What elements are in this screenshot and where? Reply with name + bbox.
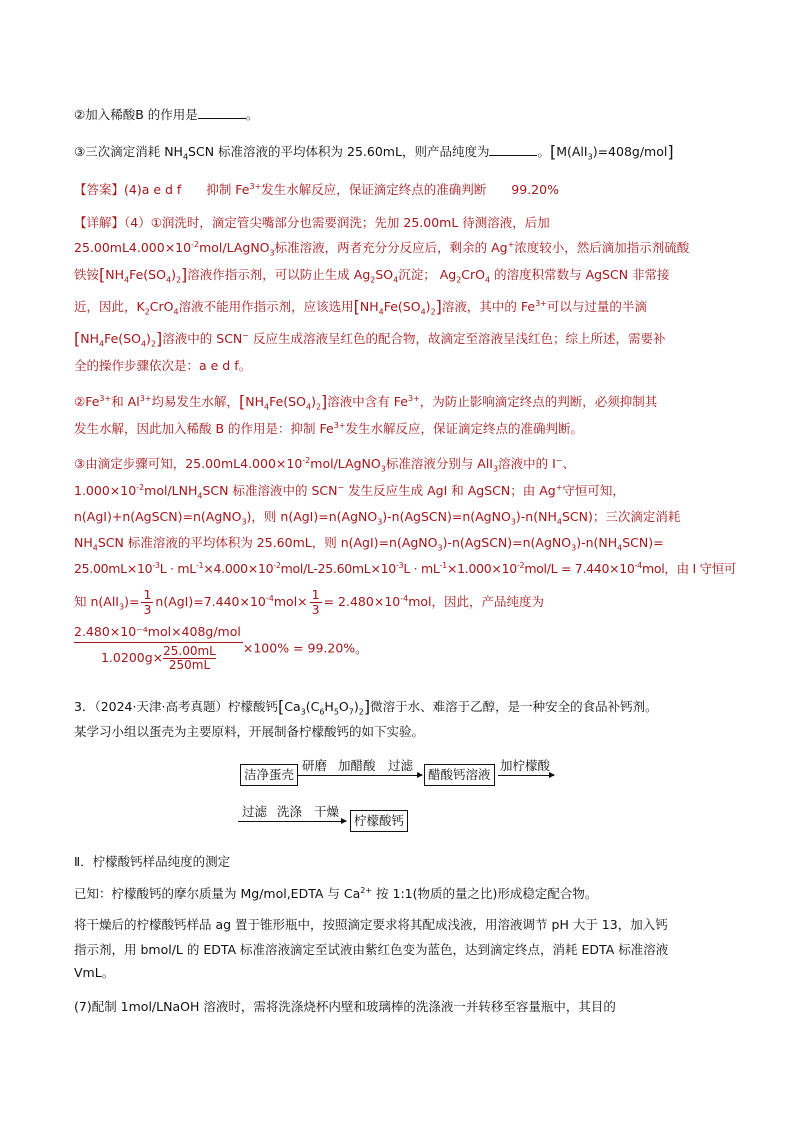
answer-label: 【答案】	[74, 182, 125, 197]
known-line: 已知：柠檬酸钙的摩尔质量为 Mg/mol,EDTA 与 $Ca^{2+}$ 按 1:1(物质的量之比)形成稳定配合物。	[74, 885, 598, 901]
question-3: ③三次滴定消耗 $NH_4SCN$ 标准溶液的平均体积为 25.60mL，则产品纯度为 。[M(AlI$_3$)=408g/mol]	[74, 142, 674, 162]
question-7: (7)配制 1mol/LNaOH 溶液时，需将洗涤烧杯内壁和玻璃棒的洗涤液一并转移至容量瓶中，其目的	[74, 999, 616, 1014]
answer-line: 【答案】(4)a e d f 抑制 $Fe^{3+}$发生水解反应，保证滴定终点的准确判断 99.20%	[74, 181, 559, 197]
question-2: ②加入稀酸B 的作用是 。	[74, 107, 259, 122]
document-page: ②加入稀酸B 的作用是 。 ③三次滴定消耗 $NH_4SCN$ 标准溶液的平均体积为 25.60mL，则产品纯度为 。[M(AlI$_3$)=408g/mol] 【答案】(4)a e d f 抑制 $Fe^{3+}$发生水解反应，保证滴定终点的准确判断 99.20% 【详解】（4）①润洗时，滴定管尖嘴部分也需要润洗；先加 25.00mL 待测溶液，后加 $25.00mL4.000\times 10^{-2}mol/LAgNO_3$标准溶液，两者充分分反应后，剩余的 Ag+浓度较小，然后滴加指示剂硫酸 铁铵$[NH_4Fe(SO_4)_2]$溶液作指示剂，可以防止生成 $Ag_2SO_4$沉淀； $Ag_2CrO_4$ 的溶度积常数与 AgSCN 非常接 近，因此，$K_2CrO_4$溶液不能用作指示剂，应该选用$[NH_4Fe(SO_4)_2]$溶液，其中的 $Fe^{3+}$可以与过量的半滴 $[NH_4Fe(SO_4)_2]$溶液中的 SCN− 反应生成溶液呈红色的配合物，故滴定至溶液呈浅红色；综上所述，需要补 全的操作步骤依次是：a e d f。 $②Fe^{3+}$和 $Al^{3+}$均易发生水解，$[NH_4Fe(SO_4)_2]$溶液中含有 $Fe^{3+}$，为防止影响滴定终点的判断，必须抑制其 发生水解，因此加入稀酸 B 的作用是：抑制 $Fe^{3+}$发生水解反应，保证滴定终点的准确判断。 ③由滴定步骤可知，$25.00mL4.000\times 10^{-2}mol/LAgNO_3$标准溶液分别与 AlI$_3$溶液中的 I−、 $1.000\times 10^{-2}mol/LNH_4SCN$ 标准溶液中的 SCN− 发生反应生成 AgI 和 AgSCN；由 Ag+守恒可知， n(AgI)+n(AgSCN)=n(AgNO$_3$)，则 $n(AgI)=n(AgNO_3)-n(AgSCN)=n(AgNO_3)-n(NH_4SCN)$；三次滴定消耗 $NH_4SCN$ 标准溶液的平均体积为 25.60mL，则 $n(AgI)=n(AgNO_3)-n(AgSCN)=n(AgNO_3)-n(NH_4SCN)=$ $25.00mL\times 10^{-3}L \cdot mL^{-1}\times 4.000\times 10^{-2}mol/L-25.60mL\times 10^{-3}L \cdot mL^{-1}\times 1.000\times 10^{-2}mol/L = 7.440\times 10^{-4}mol$，由 I 守恒可 知 n(AlI$_3$)= $\frac{1}{3}$ $n(AgI)=7.440\times 10^{-4}mol\times$ $\frac{1}{3}$ = $2.480\times 10^{-4}mol$，因此，产品纯度为 2.480×10⁻⁴mol×408g/mol 1.0200g× $\frac{25.00mL}{250mL}$ ×100% = 99.20%。 3．（2024·天津·高考真题）柠檬酸钙$[Ca_3(C_6H_5O_7)_2]$微溶于水、难溶于乙醇，是一种安全的食品补钙剂。 某学习小组以蛋壳为主要原料，开展制备柠檬酸钙的如下实验。 洁净蛋壳 研磨 加醋酸 过滤 醋酸钙溶液 加柠檬酸 过滤 洗涤 干燥 柠檬酸钙 Ⅱ．柠檬酸钙样品纯度的测定 已知：柠檬酸钙的摩尔质量为 Mg/mol,EDTA 与 $Ca^{2+}$ 按 1:1(物质的量之比)形成稳定配合物。 将干燥后的柠檬酸钙样品 ag 置于锥形瓶中，按照滴定要求将其配成浅液，用溶液调节 pH 大于 13，加入钙 指示剂，用 bmol/L 的 EDTA 标准溶液滴定至试液由紫红色变为蓝色，达到滴定终点，消耗 EDTA 标准溶液 VmL。 (7)配制 1mol/LNaOH 溶液时，需将洗涤烧杯内壁和玻璃棒的洗涤液一并转移至容量瓶中，其目的	[74, 107, 737, 1014]
fraction-one-third: $\frac{1}{3}$	[143, 587, 152, 617]
flow-arrow	[298, 775, 422, 776]
answer-blank	[489, 143, 537, 156]
flow-arrow	[498, 775, 554, 776]
section-title: Ⅱ．柠檬酸钙样品纯度的测定	[74, 854, 231, 869]
flow-arrow	[238, 821, 346, 822]
answer-blank	[198, 106, 246, 119]
question-3-intro: 3．（2024·天津·高考真题）柠檬酸钙$[Ca_3(C_6H_5O_7)_2]$微溶于水、难溶于乙醇，是一种安全的食品补钙剂。	[74, 697, 658, 717]
flow-box-calcium-citrate: 柠檬酸钙	[350, 810, 408, 832]
purity-formula: 2.480×10⁻⁴mol×408g/mol 1.0200g× $\frac{25.00mL}{250mL}$ ×100% = 99.20%。	[74, 624, 368, 672]
flow-box-eggshell: 洁净蛋壳	[240, 764, 298, 786]
flow-box-calcium-acetate: 醋酸钙溶液	[424, 764, 495, 786]
fraction-one-third: $\frac{1}{3}$	[311, 587, 320, 617]
